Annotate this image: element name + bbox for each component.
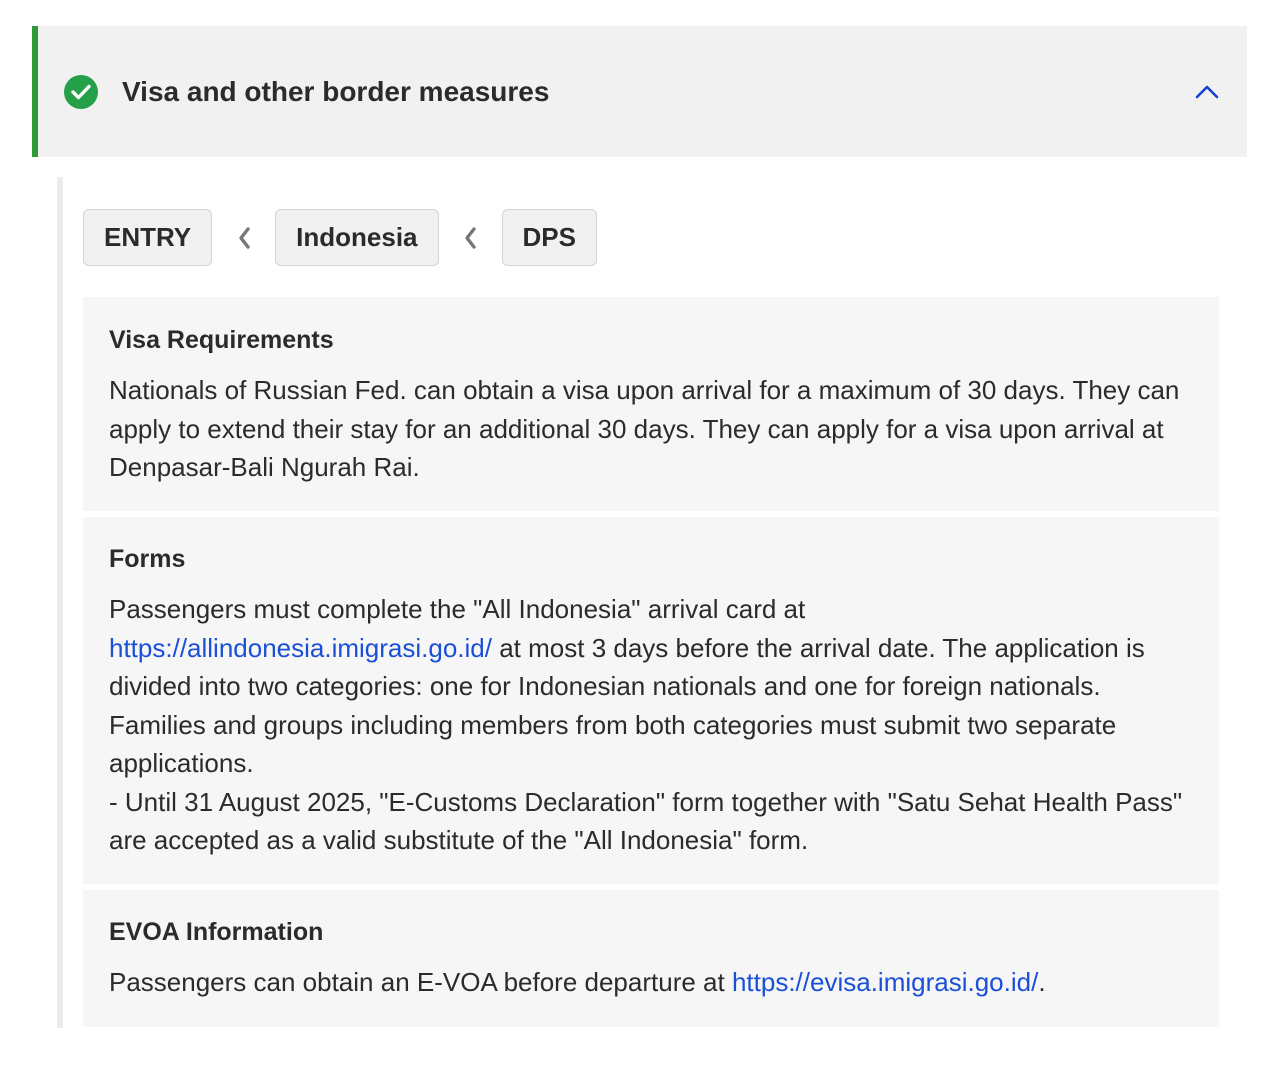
forms-section	[83, 517, 1219, 884]
section-body	[109, 963, 1193, 1002]
visa-requirements-section	[83, 297, 1219, 511]
accordion-header[interactable]	[32, 26, 1247, 157]
accordion-panel	[57, 177, 1227, 1028]
breadcrumb	[83, 209, 597, 266]
body-text: at most 3 days before the arrival date. The application is divided into two categories: one for Indonesian nationals and one for foreign nationals. Families and groups including members from both categories must submit two separate applications.	[109, 632, 1145, 778]
check-circle-icon	[64, 75, 98, 109]
evoa-information-section	[83, 890, 1219, 1027]
chevron-left-icon	[439, 227, 502, 249]
chevron-left-icon	[212, 227, 275, 249]
breadcrumb-item-entry[interactable]: ENTRY	[83, 209, 212, 266]
chevron-up-icon[interactable]	[1193, 78, 1221, 106]
body-note: - Until 31 August 2025, "E-Customs Declaration" form together with "Satu Sehat Health Pass" are accepted as a valid substitute of the "All Indonesia" form.	[109, 786, 1183, 855]
all-indonesia-link[interactable]: https://allindonesia.imigrasi.go.id/	[109, 632, 492, 663]
section-title: Visa Requirements	[109, 326, 334, 354]
section-body	[109, 590, 1193, 860]
breadcrumb-item-country[interactable]: Indonesia	[275, 209, 438, 266]
breadcrumb-item-airport[interactable]: DPS	[502, 209, 597, 266]
body-text: Passengers can obtain an E-VOA before departure at	[109, 967, 725, 997]
section-body: Nationals of Russian Fed. can obtain a visa upon arrival for a maximum of 30 days. They can apply to extend their stay for an additional 30 days. They can apply for a visa upon arrival at Denpasar-Bali Ngurah Rai.	[109, 375, 1180, 482]
section-title: EVOA Information	[109, 918, 324, 946]
body-text: .	[1038, 967, 1046, 997]
section-title: Forms	[109, 545, 186, 573]
body-text: Passengers must complete the "All Indonesia" arrival card at	[109, 594, 806, 624]
evisa-link[interactable]: https://evisa.imigrasi.go.id/	[731, 967, 1039, 997]
accordion-title: Visa and other border measures	[122, 76, 550, 107]
